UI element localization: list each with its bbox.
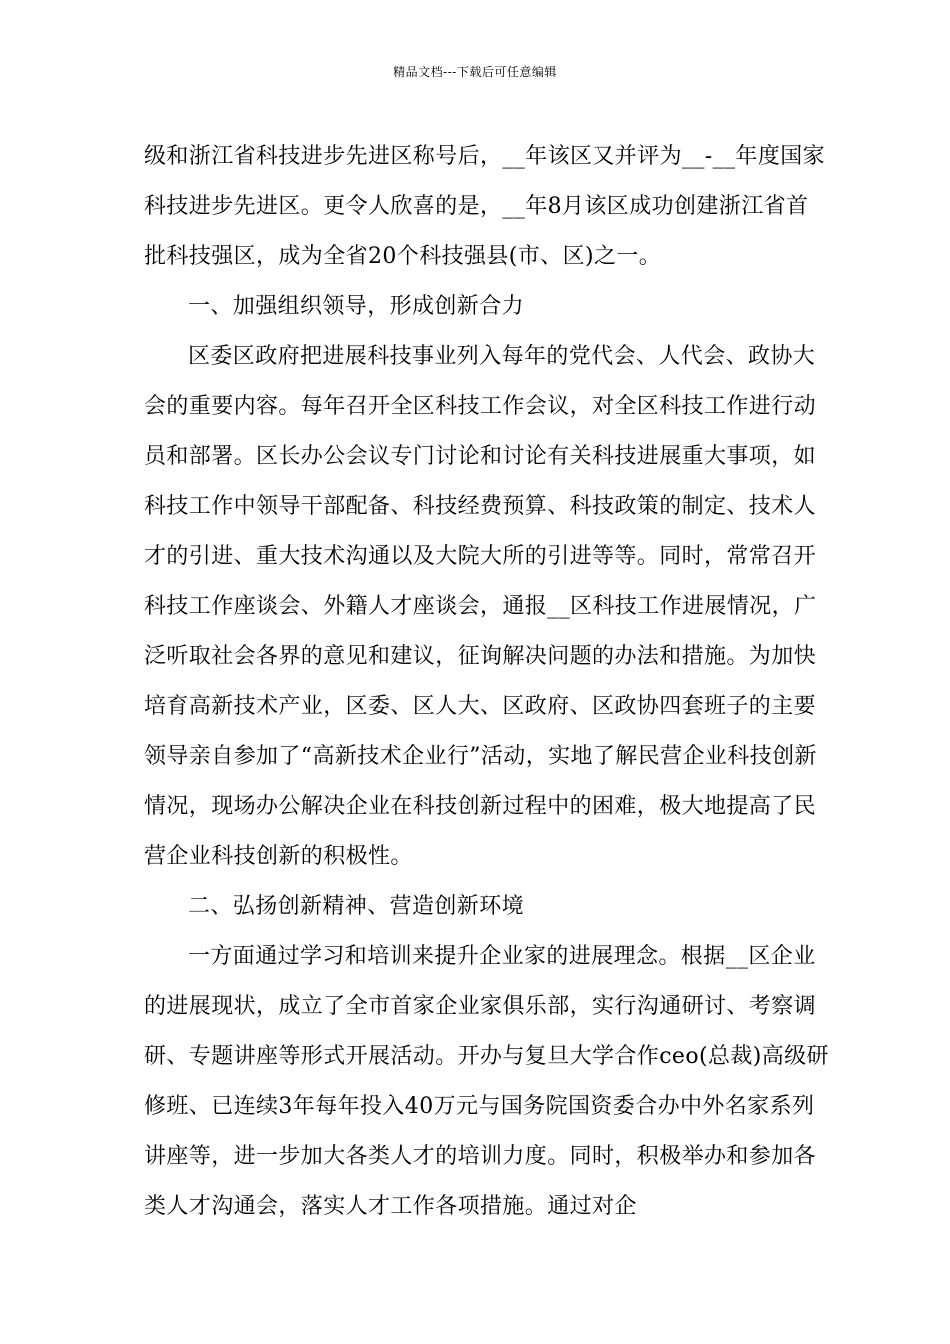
paragraph-leadership: 区委区政府把进展科技事业列入每年的党代会、人代会、政协大会的重要内容。每年召开全区科技工作会议，对全区科技工作进行动员和部署。区长办公会议专门讨论和讨论有关科技进展重大事项，如科技工作中领导干部配备、科技经费预算、科技政策的制定、技术人才的引进、重大技术沟通以及大院大所的引进等等。同时，常常召开科技工作座谈会、外籍人才座谈会，通报__区科技工作进展情况，广泛听取社会各界的意见和建议，征询解决问题的办法和措施。为加快培育高新技术产业，区委、区人大、区政府、区政协四套班子的主要领导亲自参加了“高新技术企业行”活动，实地了解民营企业科技创新情况，现场办公解决企业在科技创新过程中的困难，极大地提高了民营企业科技创新的积极性。 [144,344,817,869]
document-body [144,132,830,1232]
section-heading-1: 一、加强组织领导，形成创新合力 [188,294,525,319]
paragraph-innovation: 一方面通过学习和培训来提升企业家的进展理念。根据__区企业的进展现状，成立了全市首家企业家俱乐部，实行沟通研讨、考察调研、专题讲座等形式开展活动。开办与复旦大学合作ceo(总裁)高级研修班、已连续3年每年投入40万元与国务院国资委合办中外名家系列讲座等，进一步加大各类人才的培训力度。同时，积极举办和参加各类人才沟通会，落实人才工作各项措施。通过对企 [144,944,829,1219]
page-header: 精品文档---下载后可任意编辑 [393,65,557,79]
paragraph-continuation: 级和浙江省科技进步先进区称号后，__年该区又并评为__-__年度国家科技进步先进区。更令人欣喜的是，__年8月该区成功创建浙江省首批科技强区，成为全省20个科技强县(市、区)之一。 [144,144,826,269]
section-heading-2: 二、弘扬创新精神、营造创新环境 [188,894,525,919]
